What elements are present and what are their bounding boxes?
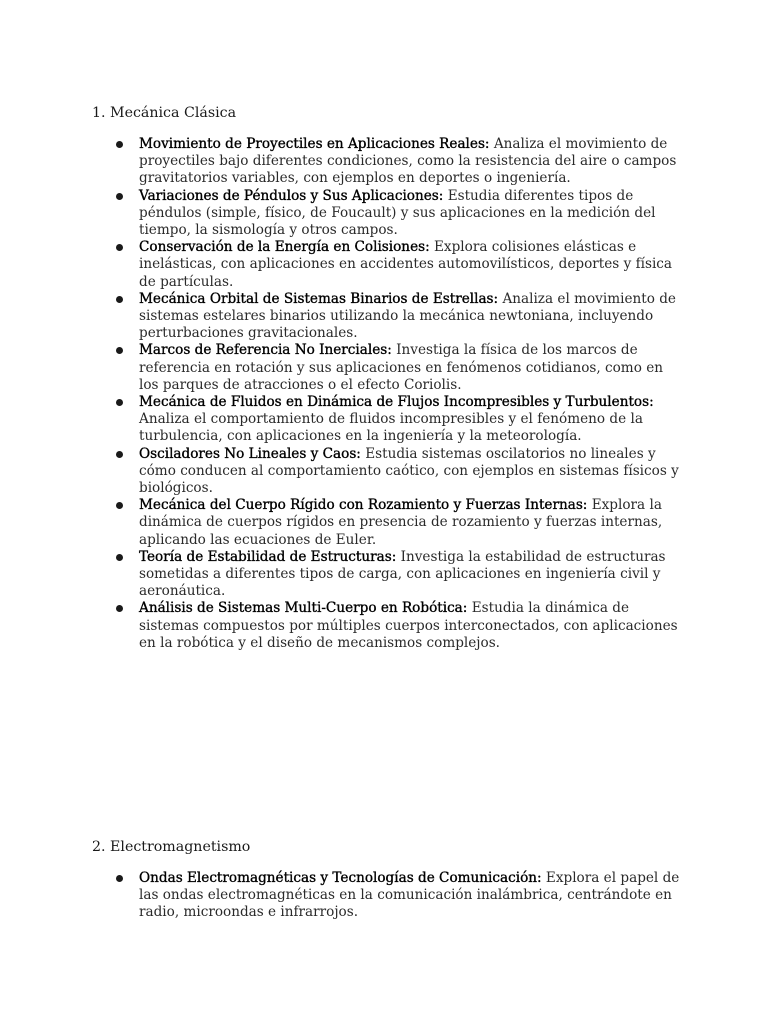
topic-description: Analiza el movimiento de sistemas estelares binarios utilizando la mecánica newtoniana, incluyendo perturbaciones gravitacionales. [139,290,676,342]
list-item [92,549,682,601]
bullet-icon [116,554,123,561]
topic-description: Explora la dinámica de cuerpos rígidos en presencia de rozamiento y fuerzas internas, aplicando las ecuaciones de Euler. [139,497,663,548]
topic-description: Explora el papel de las ondas electromagnéticas en la comunicación inalámbrica, centrándote en radio, microondas e infrarrojos. [139,870,680,921]
list-item [92,291,682,343]
topic-description: Analiza el movimiento de proyectiles bajo diferentes condiciones, como la resistencia del aire o campos gravitatorios variables, con ejemplos en deportes o ingeniería. [139,136,677,187]
section-heading: 2. Electromagnetismo [92,839,251,855]
topic-description: Analiza el comportamiento de fluidos incompresibles y el fenómeno de la turbulencia, con aplicaciones en la ingeniería y la meteorología. [139,411,643,445]
topic-title: Marcos de Referencia No Inerciales: [139,342,392,359]
topic-description: Estudia sistemas oscilatorios no lineales y cómo conducen al comportamiento caótico, con ejemplos en sistemas físicos y biológicos. [139,445,679,497]
bullet-icon [116,296,123,303]
list-item [92,239,682,291]
topic-description: Investiga la física de los marcos de referencia en rotación y sus aplicaciones en fenómenos cotidianos, como en los parques de atracciones o el efecto Coriolis. [139,342,664,393]
topic-title: Mecánica Orbital de Sistemas Binarios de Estrellas: [139,290,499,307]
bullet-icon [116,399,123,406]
topic-description: Estudia diferentes tipos de péndulos (simple, físico, de Foucault) y sus aplicaciones en la medición del tiempo, la sismología y otros campos. [139,187,656,239]
topic-title: Osciladores No Lineales y Caos: [139,445,361,462]
section-electromagnetismo [92,838,682,922]
topic-title: Teoría de Estabilidad de Estructuras: [139,548,397,565]
bullet-icon [116,141,123,148]
bullet-icon [116,875,123,882]
bullet-icon [116,502,123,509]
list-item [92,446,682,498]
list-item [92,394,682,446]
bullet-icon [116,347,123,354]
bullet-icon [116,451,123,458]
topic-title: Ondas Electromagnéticas y Tecnologías de Comunicación: [139,870,542,886]
list-item [92,600,682,652]
list-item [92,188,682,240]
topic-title: Mecánica del Cuerpo Rígido con Rozamiento y Fuerzas Internas: [139,497,588,514]
topic-title: Mecánica de Fluidos en Dinámica de Flujos Incompresibles y Turbulentos: [139,394,654,411]
topic-list [92,136,682,652]
bullet-icon [116,244,123,251]
topic-title: Movimiento de Proyectiles en Aplicaciones Reales: [139,136,490,152]
section-heading: 1. Mecánica Clásica [92,105,237,121]
bullet-icon [116,193,123,200]
topic-description: Investiga la estabilidad de estructuras sometidas a diferentes tipos de carga, con aplicaciones en ingeniería civil y aeronáutica. [139,548,666,600]
section-mecanica-clasica [92,104,682,652]
bullet-icon [116,605,123,612]
topic-title: Análisis de Sistemas Multi-Cuerpo en Robótica: [139,600,468,617]
list-item [92,497,682,549]
list-item [92,870,682,922]
list-item [92,136,682,188]
topic-list [92,870,682,922]
topic-title: Variaciones de Péndulos y Sus Aplicaciones: [139,187,444,204]
list-item [92,342,682,394]
topic-description: Estudia la dinámica de sistemas compuestos por múltiples cuerpos interconectados, con aplicaciones en la robótica y el diseño de mecanismos complejos. [139,600,678,651]
topic-description: Explora colisiones elásticas e inelásticas, con aplicaciones en accidentes automovilísticos, deportes y física de partículas. [139,239,673,290]
topic-title: Conservación de la Energía en Colisiones: [139,239,430,256]
